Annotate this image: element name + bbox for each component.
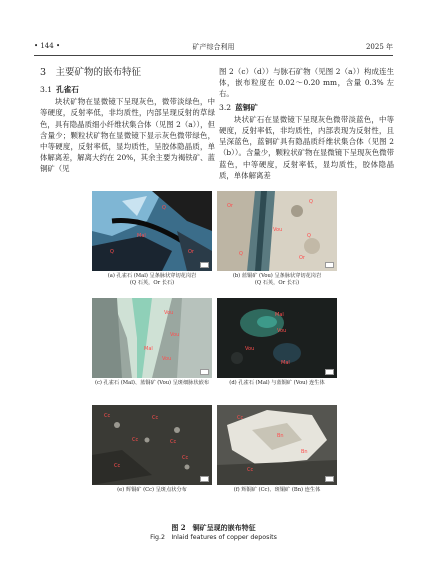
micrograph-a <box>92 191 212 271</box>
scale-bar <box>325 369 334 375</box>
journal-name: 矿产综合利用 <box>192 43 235 51</box>
mineral-label: Mal <box>144 346 153 352</box>
mineral-label: Or <box>299 255 305 261</box>
mineral-label: Cc <box>182 455 189 461</box>
mineral-label: Q <box>307 233 311 239</box>
right-column <box>219 66 394 181</box>
caption-line: (c) 孔雀石 (Mal)、蓝铜矿 (Vou) 呈斑细脉状嵌布 <box>94 380 210 386</box>
scale-bar <box>200 369 209 375</box>
page-number: • 144 • <box>34 42 61 50</box>
left-column <box>40 66 215 175</box>
mineral-label: Bn <box>301 449 308 455</box>
caption-line: (f) 辉铜矿 (Cc)、斑铜矿 (Bn) 连生体 <box>233 487 321 493</box>
mineral-label: Or <box>188 249 194 255</box>
mineral-label: Q <box>162 205 166 211</box>
mineral-label: Cc <box>152 415 159 421</box>
caption-line: (d) 孔雀石 (Mal) 与蓝铜矿 (Vou) 连生体 <box>229 380 325 386</box>
running-header <box>34 42 393 54</box>
caption-a <box>86 273 218 287</box>
micrograph-e <box>92 405 212 485</box>
scale-bar <box>325 476 334 482</box>
subsection-heading-3-1 <box>40 84 215 95</box>
micrograph-f <box>217 405 337 485</box>
paragraph-azurite: 块状矿石在显微镜下呈现灰色微带淡蓝色，中等硬度，反射率低，非均质性，内部表现为反射性，且呈深蓝色，蓝铜矿具有隐晶质纤维状集合体（见图 2（b））。含量少，颗粒状矿物在显微镜下呈现灰色微带蓝色，中等硬度，反射率低，显均质性，胶体隐晶质，单体解离差 <box>219 114 394 180</box>
mineral-label: Vou <box>245 346 255 352</box>
mineral-label: Cc <box>237 415 244 421</box>
mineral-label: Cc <box>114 463 121 469</box>
caption-line: (b) 蓝铜矿 (Vou) 呈条脉状穿切花岗岩 <box>232 273 322 279</box>
mineral-label: Cc <box>104 413 111 419</box>
year: 2025 年 <box>365 43 393 51</box>
caption-b <box>211 273 343 287</box>
mineral-label: Vou <box>277 328 287 334</box>
mineral-label: Vou <box>162 356 172 362</box>
micrograph-d <box>217 298 337 378</box>
caption-line: (Q 石英，Or 长石) <box>254 280 300 286</box>
mineral-label: Q <box>309 199 313 205</box>
mineral-label: Bn <box>277 433 284 439</box>
mineral-label: Vou <box>164 310 174 316</box>
mineral-label: Mal <box>275 312 284 318</box>
mineral-label: Vou <box>170 332 180 338</box>
caption-c <box>86 380 218 387</box>
section-title: 3 主要矿物的嵌布特征 <box>40 67 142 78</box>
mineral-label: Q <box>110 249 114 255</box>
paragraph-continued: 图 2（c）（d））与脉石矿物（见图 2（a））构成连生体，嵌布粒度在 0.02～0.20 mm，含量 0.3% 左右。 <box>219 67 394 99</box>
caption-e <box>86 487 218 494</box>
caption-line: (e) 辉铜矿 (Cc) 呈斑点状分布 <box>117 487 187 493</box>
caption-line: (a) 孔雀石 (Mal) 呈条脉状穿切花岗岩 <box>107 273 197 279</box>
subsection-title: 蓝铜矿 <box>235 102 258 112</box>
mineral-label: Mal <box>137 233 146 239</box>
subsection-number: 3.2 <box>219 102 232 112</box>
header-rule <box>34 55 393 56</box>
micrograph-c <box>92 298 212 378</box>
mineral-label: Vou <box>273 227 283 233</box>
scale-bar <box>200 262 209 268</box>
caption-f <box>211 487 343 494</box>
micrograph-b <box>217 191 337 271</box>
caption-line: (Q 石英，Or 长石) <box>129 280 175 286</box>
mineral-label: Q <box>239 251 243 257</box>
figure-caption-zh: 图 2 铜矿呈现的嵌布特征 <box>171 523 256 532</box>
mineral-label: Mal <box>281 360 290 366</box>
mineral-label: Or <box>227 203 233 209</box>
mineral-label: Cc <box>247 467 254 473</box>
mineral-label: Cc <box>170 439 177 445</box>
caption-d <box>211 380 343 387</box>
subsection-title: 孔雀石 <box>56 85 79 94</box>
subsection-number: 3.1 <box>40 85 53 94</box>
scale-bar <box>200 476 209 482</box>
paragraph-malachite: 块状矿物在显微镜下呈现灰色，微带淡绿色，中等硬度，反射率低，非均质性，内部呈现反射的草绿色，具有隐晶质细小纤维状集合体（见图 2（a）），但含量少；颗粒状矿物在显微镜下显示灰色微带绿色，中等硬度，反射率低，显均质性，呈胶体隐晶质，单体解离差，解离大约在 20%，其余主要为褐铁矿、蓝铜矿（见 <box>40 97 215 174</box>
mineral-label: Cc <box>132 437 139 443</box>
subsection-heading-3-2 <box>219 102 394 113</box>
figure-caption-en: Fig.2 Inlaid features of copper deposits <box>150 534 277 541</box>
figure-caption <box>40 523 387 543</box>
scale-bar <box>325 262 334 268</box>
